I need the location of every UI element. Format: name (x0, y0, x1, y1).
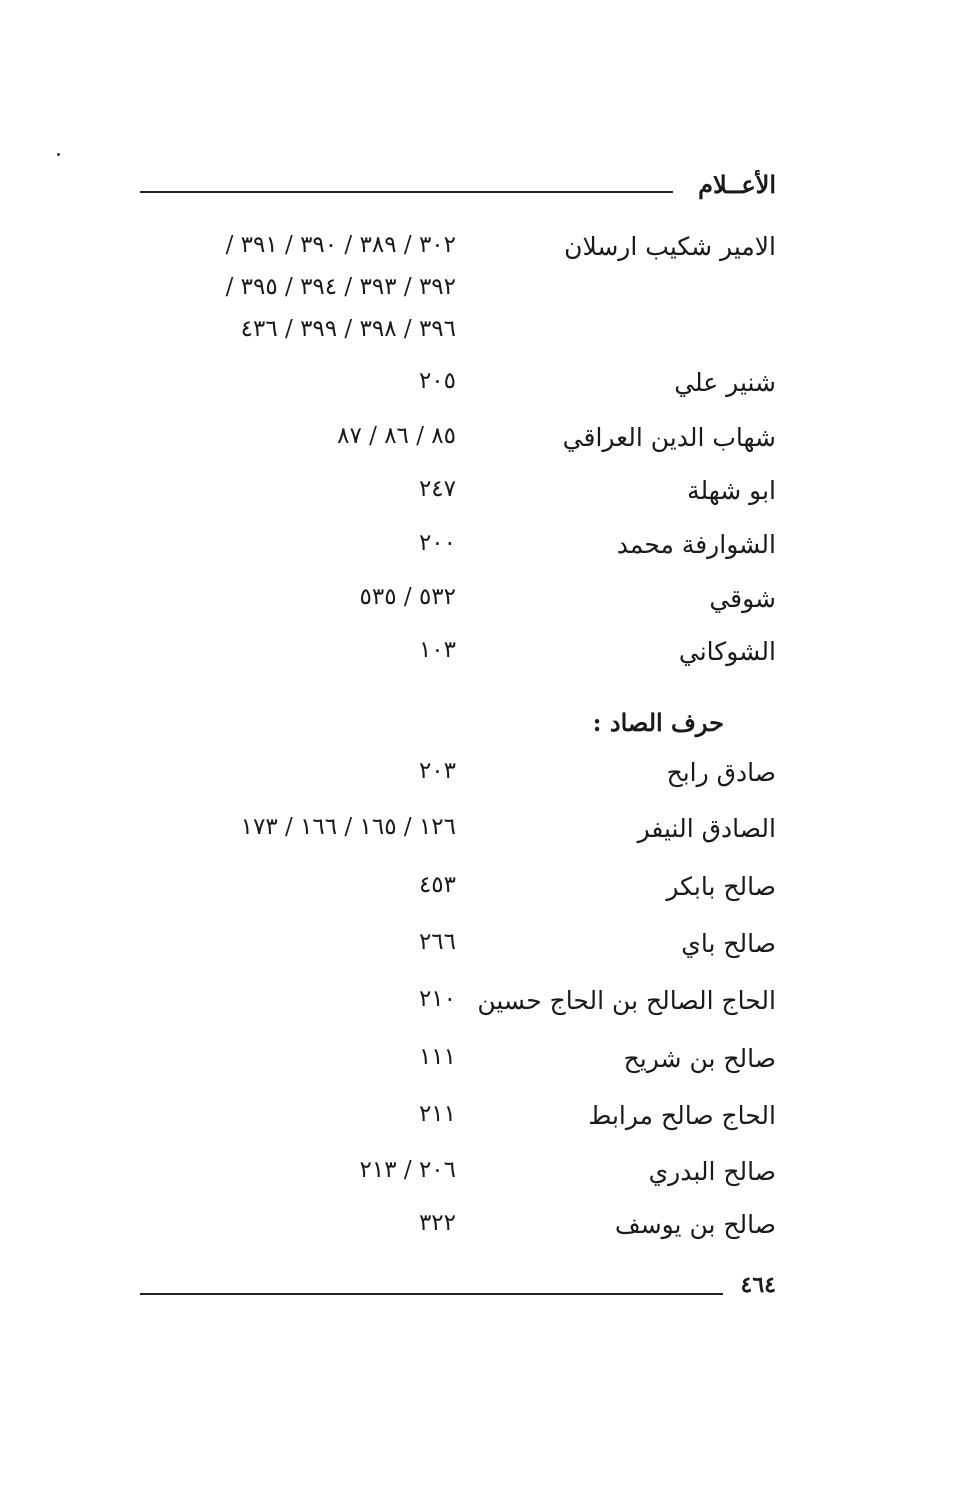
index-entry (0, 1210, 956, 1250)
index-entry (0, 1101, 956, 1141)
index-entry (0, 530, 956, 570)
entry-name: صالح بن يوسف (614, 1210, 776, 1239)
entry-pages: ٤٥٣ (418, 872, 456, 898)
index-entry (0, 1044, 956, 1084)
entry-pages: ٨٥ / ٨٦ / ٨٧ (337, 423, 456, 449)
entry-pages: ٣٢٢ (418, 1210, 456, 1236)
entry-name: صالح البدري (648, 1157, 776, 1186)
page-number: ٤٦٤ (740, 1272, 776, 1298)
index-entry (0, 423, 956, 463)
entry-pages: ٣٠٢ / ٣٨٩ / ٣٩٠ / ٣٩١ / (225, 232, 456, 258)
entry-pages: ١٠٣ (418, 637, 456, 663)
entry-pages: ٢٦٦ (418, 929, 456, 955)
index-entry (0, 814, 956, 854)
index-entry (0, 1157, 956, 1197)
entry-pages: ٢٤٧ (418, 476, 456, 502)
entry-pages: ٢٠٦ / ٢١٣ (359, 1157, 456, 1183)
index-entry (0, 872, 956, 912)
index-entry (0, 584, 956, 624)
entry-name: صالح بن شريح (623, 1044, 776, 1073)
entry-pages: ٢٠٥ (418, 368, 456, 394)
entry-name: الشوكاني (678, 637, 776, 666)
entry-name: الحاج صالح مرابط (588, 1101, 776, 1130)
speck-mark (57, 153, 60, 156)
index-entry (0, 929, 956, 969)
entry-name: صالح بابكر (666, 872, 776, 901)
entry-name: شهاب الدين العراقي (562, 423, 776, 452)
entry-name: الشوارفة محمد (616, 530, 776, 559)
entry-name: صادق رابح (666, 758, 776, 787)
index-entry (0, 232, 956, 352)
entry-pages: ١١١ (418, 1044, 456, 1070)
entry-name: شنير علي (674, 368, 776, 397)
entry-name: الصادق النيفر (637, 814, 776, 843)
index-entry (0, 986, 956, 1026)
entry-name: الامير شكيب ارسلان (564, 232, 776, 261)
index-entry (0, 637, 956, 677)
index-entry (0, 758, 956, 798)
entry-name: شوقي (709, 584, 776, 613)
entry-name: ابو شهلة (687, 476, 776, 505)
entry-pages: ٣٩٢ / ٣٩٣ / ٣٩٤ / ٣٩٥ / (225, 274, 456, 300)
entry-pages: ٣٩٦ / ٣٩٨ / ٣٩٩ / ٤٣٦ (240, 316, 456, 342)
entry-pages: ١٢٦ / ١٦٥ / ١٦٦ / ١٧٣ (240, 814, 456, 840)
entry-pages: ٢٠٠ (418, 530, 456, 556)
index-entry (0, 476, 956, 516)
header-rule (140, 191, 673, 193)
footer-rule (140, 1293, 723, 1295)
running-head: الأعــلام (698, 170, 776, 199)
entry-pages: ٢١١ (418, 1101, 456, 1127)
section-heading: حرف الصاد : (592, 708, 724, 737)
entry-name: صالح باي (681, 929, 776, 958)
entry-name: الحاج الصالح بن الحاج حسين (477, 986, 776, 1015)
entry-pages: ٢١٠ (418, 986, 456, 1012)
entry-pages: ٢٠٣ (418, 758, 456, 784)
index-entry (0, 368, 956, 408)
entry-pages: ٥٣٢ / ٥٣٥ (359, 584, 456, 610)
